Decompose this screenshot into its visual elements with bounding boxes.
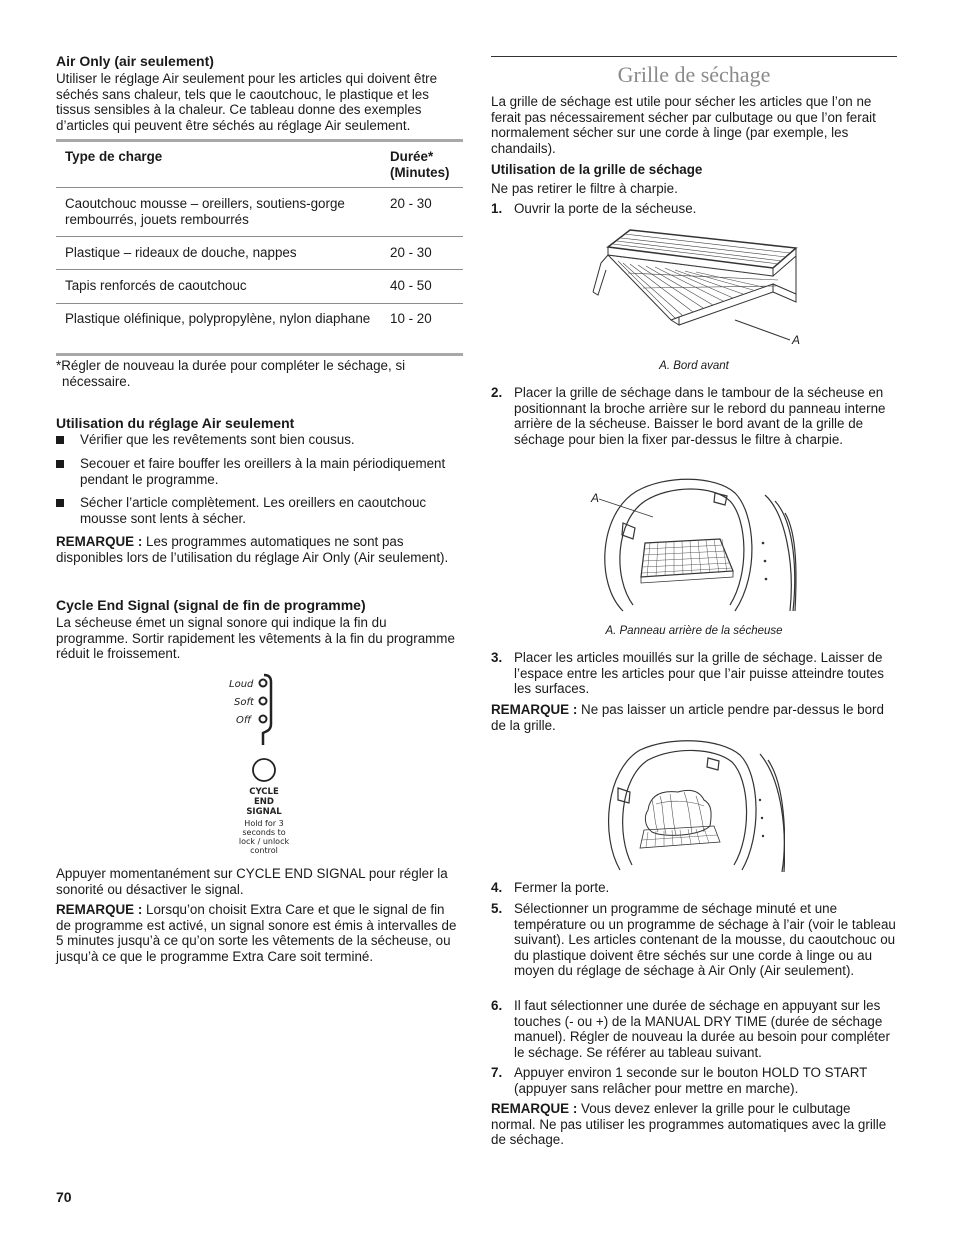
cycle-end-signal-button xyxy=(253,759,275,781)
list-item-text: Vérifier que les revêtements sont bien cousus. xyxy=(80,432,355,447)
step-text: Placer la grille de séchage dans le tambour de la sécheuse en positionnant la broche arrière sur le rebord du panneau interne arrière de la sécheuse. Baisser le bord avant de la grille de séchage pour bien la fixer par-dessus le filtre à charpie. xyxy=(514,385,886,447)
hold-text-line4: control xyxy=(250,846,278,855)
air-only-heading: Air Only (air seulement) xyxy=(56,53,214,69)
page-number: 70 xyxy=(56,1189,72,1205)
bullet-icon xyxy=(56,460,64,468)
hold-text-line1: Hold for 3 xyxy=(244,819,284,828)
list-item-text: Sécher l’article complètement. Les oreillers en caoutchouc mousse sont lents à sécher. xyxy=(80,495,427,526)
step-number: 5. xyxy=(491,901,503,916)
step-text: Placer les articles mouillés sur la grille de séchage. Laisser de l’espace entre les articles pour que l’air puisse atteindre toutes les surfaces. xyxy=(514,650,884,697)
table-cell-duration: 40 - 50 xyxy=(390,277,432,293)
section-rule xyxy=(491,56,897,57)
note-text: Ne pas laisser un article pendre par-dessus le bord de la grille. xyxy=(491,702,884,733)
page-title: Grille de séchage xyxy=(617,62,771,87)
panel-off-label: Off xyxy=(236,715,252,726)
bullet-icon xyxy=(56,499,64,507)
table-row xyxy=(56,188,463,237)
step-number: 1. xyxy=(491,201,503,216)
note-label: REMARQUE : xyxy=(491,1101,578,1116)
table-row xyxy=(56,303,463,353)
step-number: 3. xyxy=(491,650,503,665)
step-number: 2. xyxy=(491,385,503,400)
note-air-only xyxy=(56,534,461,565)
button-label-line3: SIGNAL xyxy=(246,807,282,817)
table-cell-type: Tapis renforcés de caoutchouc xyxy=(65,277,247,293)
table-cell-duration: 10 - 20 xyxy=(390,310,432,326)
note-text: Lorsqu’on choisit Extra Care et que le signal de fin de programme est activé, un signal sonore est émis à intervalles de 5 minutes jusqu’à ce qu’on sorte les vêtements de la sécheuse, ou jusqu’à ce que le programme Extra Care soit terminé. xyxy=(56,902,457,964)
fig1-caption: A. Bord avant xyxy=(659,360,729,372)
step-text: Ouvrir la porte de la sécheuse. xyxy=(514,201,697,216)
step-text: Fermer la porte. xyxy=(514,880,610,895)
table-header-row xyxy=(56,142,463,188)
usage-heading: Utilisation du réglage Air seulement xyxy=(56,415,295,431)
table-cell-type: Caoutchouc mousse – oreillers, soutiens-gorge rembourrés, jouets rembourrés xyxy=(65,196,345,227)
panel-loud-label: Loud xyxy=(229,679,254,690)
cycle-end-heading: Cycle End Signal (signal de fin de programme) xyxy=(56,597,366,613)
list-item-text: Secouer et faire bouffer les oreillers à la main périodiquement pendant le programme. xyxy=(80,456,446,487)
cycle-end-paragraph: La sécheuse émet un signal sonore qui indique la fin du programme. Sortir rapidement les vêtements à la fin du programme réduit le froissement. xyxy=(56,615,455,662)
bullet-icon xyxy=(56,436,64,444)
step-text: Il faut sélectionner une durée de séchage en appuyant sur les touches (- ou +) de la MANUAL DRY TIME (durée de séchage manuel). Régler de nouveau la durée au besoin pour compléter le séchage. Se référer au tableau suivant. xyxy=(514,998,890,1060)
step-number: 7. xyxy=(491,1065,503,1080)
cycle-end-signal-panel xyxy=(220,670,320,860)
indicator-off-icon xyxy=(260,716,267,723)
table-row xyxy=(56,237,463,270)
table-cell-duration: 20 - 30 xyxy=(390,196,432,212)
indicator-loud-icon xyxy=(260,680,267,687)
table-cell-duration: 20 - 30 xyxy=(390,245,432,261)
table-header-duration: Durée* (Minutes) xyxy=(390,149,450,180)
lint-filter-note: Ne pas retirer le filtre à charpie. xyxy=(491,181,678,196)
button-label-line1: CYCLE xyxy=(249,787,279,797)
fig1-label-a: A xyxy=(792,333,801,347)
table-cell-type: Plastique – rideaux de douche, nappes xyxy=(65,245,297,261)
items-on-rack-illustration xyxy=(600,740,785,872)
note-label: REMARQUE : xyxy=(56,902,143,917)
drying-rack-illustration xyxy=(583,228,808,350)
table-header-type: Type de charge xyxy=(65,149,163,164)
note-extra-care xyxy=(56,902,461,964)
table-row xyxy=(56,269,463,303)
air-only-table xyxy=(56,139,463,356)
button-label-line2: END xyxy=(254,797,274,807)
press-paragraph: Appuyer momentanément sur CYCLE END SIGNAL pour régler la sonorité ou désactiver le signal. xyxy=(56,866,448,897)
indicator-soft-icon xyxy=(260,698,267,705)
note-text: Les programmes automatiques ne sont pas disponibles lors de l’utilisation du réglage Air Only (Air seulement). xyxy=(56,534,449,565)
step-number: 6. xyxy=(491,998,503,1013)
note-label: REMARQUE : xyxy=(56,534,143,549)
step-text: Sélectionner un programme de séchage minuté et une température ou un programme de séchage à l’air (voir le tableau suivant). Les articles contenant de la mousse, du caoutchouc ou du plastique doivent être séchés sur une corde à linge ou au moyen du réglage de séchage à Air Only (Air seulement). xyxy=(514,901,896,979)
table-footnote: *Régler de nouveau la durée pour compléter le séchage, si nécessaire. xyxy=(56,358,406,389)
step-number: 4. xyxy=(491,880,503,895)
intro-paragraph: La grille de séchage est utile pour sécher les articles que l’on ne ferait pas nécessairement sécher par culbutage ou que l’on ferait normalement sécher sur une corde à linge (par exemple, les chandails). xyxy=(491,94,876,156)
panel-soft-label: Soft xyxy=(234,697,254,708)
fig2-label-a: A xyxy=(591,491,600,505)
note-label: REMARQUE : xyxy=(491,702,578,717)
note-text: Vous devez enlever la grille pour le culbutage normal. Ne pas utiliser les programmes automatiques avec la grille de séchage. xyxy=(491,1101,887,1148)
note-remove-rack xyxy=(491,1101,897,1148)
rack-in-drum-illustration xyxy=(585,473,797,613)
hold-text-line2: seconds to xyxy=(242,828,286,837)
step-text: Appuyer environ 1 seconde sur le bouton HOLD TO START (appuyer sans relâcher pour mettre en marche). xyxy=(514,1065,868,1096)
hold-text-line3: lock / unlock xyxy=(238,837,290,846)
rack-usage-heading: Utilisation de la grille de séchage xyxy=(491,162,703,177)
note-hanging xyxy=(491,702,897,733)
fig2-caption: A. Panneau arrière de la sécheuse xyxy=(605,625,783,637)
table-cell-type: Plastique oléfinique, polypropylène, nylon diaphane xyxy=(65,310,371,326)
air-only-paragraph: Utiliser le réglage Air seulement pour les articles qui doivent être séchés sans chaleur, tels que le caoutchouc, le plastique et les tissus sensibles à la chaleur. Ce tableau donne des exemples d’articles qui peuvent être séchés au réglage Air seulement. xyxy=(56,71,438,133)
